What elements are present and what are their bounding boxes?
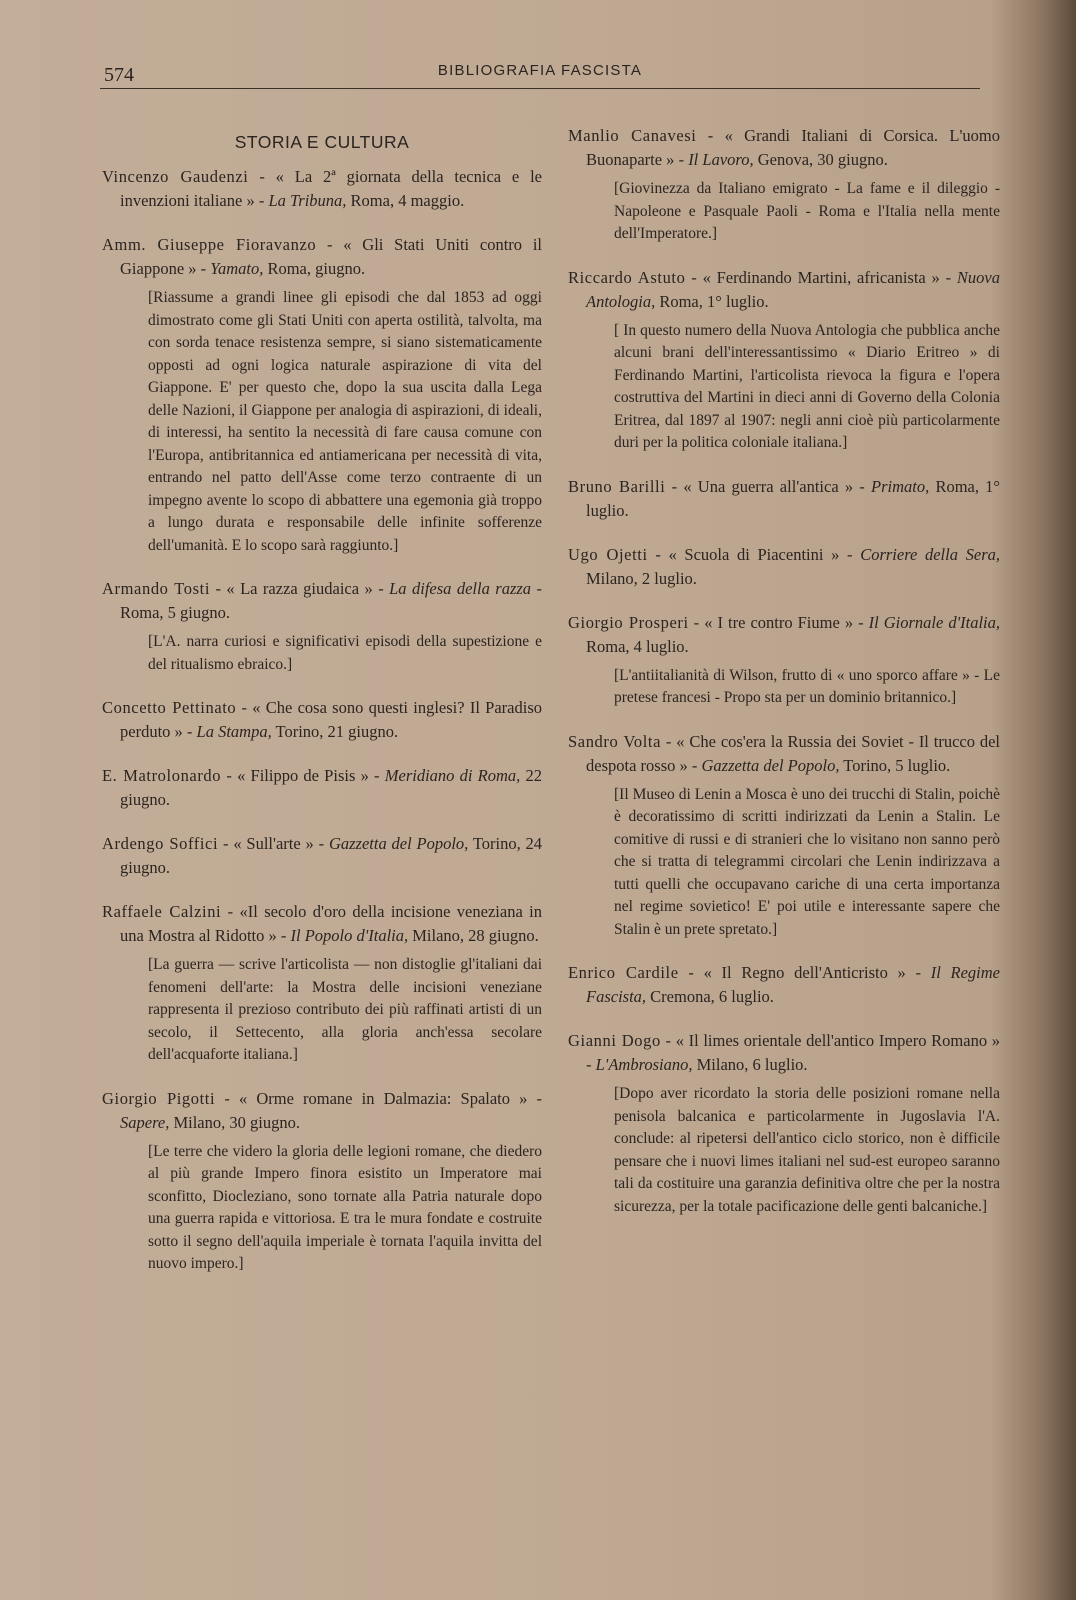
entry-title: « Il Regno dell'Anticristo » <box>703 963 906 982</box>
entry-title: « La 2ª giornata della tecnica e le invenzioni italiane » <box>120 167 542 210</box>
entry-details: Roma, 1° luglio. <box>586 476 1001 520</box>
right-column <box>568 124 1000 1238</box>
entry-citation: Gianni Dogo - « Il limes orientale dell'antico Impero Romano » - L'Ambrosiano, Milano, 6 luglio. <box>568 1031 1000 1074</box>
entry-details: Roma, giugno. <box>267 259 366 278</box>
running-title: BIBLIOGRAFIA FASCISTA <box>437 62 643 79</box>
entry-details: Milano, 30 giugno. <box>173 1112 300 1132</box>
entry-publication: Sapere, <box>120 1112 170 1132</box>
entry-note: [Le terre che videro la gloria delle legioni romane, che diedero al più grande Impero finora esistito un Imperatore mai sconfitto, Diocleziano, sono tornate alla Patria naturale dopo una guerra rapida e vittoriosa. E tra le mura fondate e costruite sotto il segno dell'aquila imperiale è tornata l'aquila invitta del nuovo impero.] <box>148 1142 542 1272</box>
entry-title: « Ferdinando Martini, africanista » <box>702 267 940 287</box>
entry-note: [Riassume a grandi linee gli episodi che dal 1853 ad oggi dimostrato come gli Stati Uniti con aperta ostilità, talvolta, ma con sorda tenace resistenza sempre, si siano sistematicamente opposti ad ogni logica naturale aspirazione di vita del Giappone. E' per questo che, dopo la sua uscita dalla Lega delle Nazioni, il Giappone per analogia di aspirazioni, di ideali, di interessi, ha sentito la necessità di fare causa comune con l'Europa, antibritannica ed antiamericana per necessità di vita, entrando nel patto dell'Asse come terzo contraente di un impegno avente lo scopo di abbattere una egemonia già troppo a lungo durata e responsabile delle infinite sofferenze dell'umanità. E lo scopo sarà raggiunto.] <box>148 289 542 554</box>
entry-author: Gianni Dogo <box>568 1031 661 1050</box>
entry-author: Vincenzo Gaudenzi <box>102 167 249 186</box>
entry-author: Manlio Canavesi <box>568 126 697 145</box>
bibliography-entry <box>568 124 1000 246</box>
entry-citation: Enrico Cardile - « Il Regno dell'Anticristo » - Il Regime Fascista, Cremona, 6 luglio. <box>568 963 1000 1006</box>
entry-title: « Sull'arte » <box>233 834 314 853</box>
entry-publication: Il Popolo d'Italia, <box>290 926 409 945</box>
entry-author: E. Matrolonardo <box>102 766 222 785</box>
entry-publication: L'Ambrosiano, <box>595 1055 693 1074</box>
entry-citation: Manlio Canavesi - « Grandi Italiani di Corsica. L'uomo Buonaparte » - Il Lavoro, Genova, 30 giugno. <box>568 126 1000 169</box>
entry-author: Enrico Cardile <box>568 963 679 982</box>
entry-note: [ In questo numero della Nuova Antologia che pubblica anche alcuni brani dell'interessantissimo « Diario Eritreo » di Ferdinando Martini, l'articolista rievoca la figura e l'opera costruttiva del Martini in dieci anni di Governo della Colonia Eritrea, dal 1897 al 1907: negli anni cioè più particolarmente duri per la politica coloniale italiana.] <box>614 321 1000 451</box>
entry-author: Ugo Ojetti <box>568 544 648 564</box>
entry-note: [L'antiitalianità di Wilson, frutto di « uno sporco affare » - Le pretese francesi - Propo sta per un dominio britannico.] <box>614 666 1000 706</box>
entry-publication: Gazzetta del Popolo, <box>328 834 469 853</box>
bibliography-entry <box>102 233 542 557</box>
bibliography-entry <box>102 577 542 676</box>
bibliography-entry <box>568 266 1000 455</box>
entry-publication: Il Regime Fascista, <box>586 963 1000 1006</box>
entry-citation: Sandro Volta - « Che cos'era la Russia dei Soviet - Il trucco del despota rosso » - Gazzetta del Popolo, Torino, 5 luglio. <box>568 731 1000 775</box>
entry-publication: Corriere della Sera, <box>860 544 1001 564</box>
entry-citation: Bruno Barilli - « Una guerra all'antica » - Primato, Roma, 1° luglio. <box>568 476 1001 520</box>
entry-details: Roma, 4 maggio. <box>350 191 465 210</box>
entry-details: Milano, 2 luglio. <box>586 568 697 588</box>
entry-details: Cremona, 6 luglio. <box>650 987 774 1006</box>
bibliography-entry <box>102 696 542 744</box>
entry-citation: E. Matrolonardo - « Filippo de Pisis » - Meridiano di Roma, 22 giugno. <box>102 766 543 809</box>
entry-author: Ardengo Soffici <box>102 834 219 853</box>
entry-author: Giorgio Pigotti <box>102 1088 216 1108</box>
entry-publication: La difesa della razza <box>389 579 532 598</box>
entry-title: « Orme romane in Dalmazia: Spalato » <box>238 1088 528 1108</box>
bibliography-entry <box>568 730 1000 942</box>
entry-author: Bruno Barilli <box>568 476 666 496</box>
entry-author: Giorgio Prosperi <box>568 612 689 632</box>
bibliography-entry <box>568 611 1000 710</box>
entry-citation: Amm. Giuseppe Fioravanzo - « Gli Stati Uniti contro il Giappone » - Yamato, Roma, giugno. <box>102 235 543 278</box>
entry-author: Riccardo Astuto <box>568 267 686 287</box>
entry-note: [Giovinezza da Italiano emigrato - La fame e il dileggio - Napoleone e Pasquale Paoli - Roma e l'Italia nella mente dell'Imperatore.] <box>614 180 1000 242</box>
entry-author: Armando Tosti <box>102 579 211 598</box>
entry-publication: Gazzetta del Popolo, <box>701 755 840 775</box>
entry-details: Torino, 21 giugno. <box>275 722 399 741</box>
entry-details: Torino, 5 luglio. <box>843 755 951 775</box>
entry-details: 22 giugno. <box>120 766 543 809</box>
entry-note: [La guerra — scrive l'articolista — non distoglie gl'italiani dai fenomeni dell'arte: la Mostra delle incisioni veneziane rappresenta il prezioso contributo dei più raffinati artisti di un secolo, il Settecento, alla gloria anch'essa secolare dell'acquaforte italiana.] <box>148 956 542 1063</box>
entry-citation: Raffaele Calzini - «Il secolo d'oro della incisione veneziana in una Mostra al Ridotto » - Il Popolo d'Italia, Milano, 28 giugno. <box>102 902 542 945</box>
entry-citation: Ardengo Soffici - « Sull'arte » - Gazzetta del Popolo, Torino, 24 giugno. <box>102 834 543 877</box>
entry-publication: Nuova Antologia, <box>586 267 1000 311</box>
entry-note: [L'A. narra curiosi e significativi episodi della supestizione e del ritualismo ebraico.] <box>148 633 542 673</box>
entry-citation: Giorgio Pigotti - « Orme romane in Dalmazia: Spalato » - Sapere, Milano, 30 giugno. <box>102 1088 543 1132</box>
entry-details: Torino, 24 giugno. <box>120 834 543 877</box>
entry-title: « Filippo de Pisis » <box>237 766 369 785</box>
entry-author: Sandro Volta <box>568 731 662 751</box>
entry-title: « Una guerra all'antica » <box>683 476 854 496</box>
entry-publication: Meridiano di Roma, <box>384 766 521 785</box>
bibliography-entry <box>568 961 1000 1009</box>
entry-details: Roma, 1° luglio. <box>659 291 769 311</box>
entry-citation: Vincenzo Gaudenzi - « La 2ª giornata della tecnica e le invenzioni italiane » - La Tribuna, Roma, 4 maggio. <box>102 167 542 210</box>
left-column <box>102 124 542 1296</box>
bibliography-entry <box>568 1029 1000 1218</box>
entry-title: « Grandi Italiani di Corsica. L'uomo Buonaparte » <box>586 126 1000 169</box>
page-number: 574 <box>104 64 134 86</box>
entry-note: [Dopo aver ricordato la storia delle posizioni romane nella penisola balcanica e particolarmente in Jugoslavia l'A. conclude: al ripetersi dell'antico ciclo storico, non è difficile pensare che i nuovi limes italiani nel sud-est europeo saranno tali da costituire una garanzia definitiva oltre che per la nostra sicurezza, per la totale pacificazione delle genti balcaniche.] <box>614 1085 1000 1215</box>
entry-title: « I tre contro Fiume » <box>704 612 854 632</box>
entry-details: Milano, 6 luglio. <box>696 1055 808 1074</box>
entry-details: Milano, 28 giugno. <box>412 926 539 945</box>
entry-title: « Gli Stati Uniti contro il Giappone » <box>120 235 543 278</box>
bibliography-entry <box>102 900 542 1067</box>
entry-citation: Concetto Pettinato - « Che cosa sono questi inglesi? Il Paradiso perduto » - La Stampa, Torino, 21 giugno. <box>102 698 542 741</box>
bibliography-entry <box>568 543 1000 591</box>
bibliography-entry <box>568 475 1000 523</box>
entry-title: «Il secolo d'oro della incisione veneziana in una Mostra al Ridotto » <box>120 902 542 945</box>
entry-details: Genova, 30 giugno. <box>757 150 888 169</box>
entry-title: « Il limes orientale dell'antico Impero Romano » <box>675 1031 1000 1050</box>
page-header <box>100 58 980 89</box>
entry-publication: La Stampa, <box>196 722 272 741</box>
entry-citation: Giorgio Prosperi - « I tre contro Fiume » - Il Giornale d'Italia, Roma, 4 luglio. <box>568 612 1001 656</box>
bibliography-entry <box>102 832 542 880</box>
entry-details: - Roma, 5 giugno. <box>120 579 542 622</box>
entry-title: « Che cosa sono questi inglesi? Il Paradiso perduto » <box>120 698 542 741</box>
entry-publication: Primato, <box>871 476 930 496</box>
entry-publication: Yamato, <box>210 259 264 278</box>
entry-title: « La razza giudaica » <box>226 579 373 598</box>
entry-note: [Il Museo di Lenin a Mosca è uno dei trucchi di Stalin, poichè è decoratissimo di scritti indirizzati da Lenin a Stalin. Le comitive di russi e di stranieri che lo visitano non sanno però che si tratta di telegrammi circolari che Lenin indirizzava a tutti quelli che occupavano cariche di una certa importanza nel regime sovietico! E' poi utile e interessante sapere che Stalin è un prete spretato.] <box>614 785 1000 938</box>
entry-citation: Riccardo Astuto - « Ferdinando Martini, africanista » - Nuova Antologia, Roma, 1° luglio. <box>568 267 1000 311</box>
entry-author: Amm. Giuseppe Fioravanzo <box>102 235 317 254</box>
entry-author: Raffaele Calzini <box>102 902 222 921</box>
entry-title: « Che cos'era la Russia dei Soviet - Il trucco del despota rosso » <box>586 731 1000 775</box>
bibliography-entry <box>102 165 542 213</box>
entry-citation: Armando Tosti - « La razza giudaica » - La difesa della razza - Roma, 5 giugno. <box>102 579 542 622</box>
entry-publication: La Tribuna, <box>268 191 347 210</box>
entry-author: Concetto Pettinato <box>102 698 237 717</box>
entry-title: « Scuola di Piacentini » <box>668 544 840 564</box>
entry-publication: Il Lavoro, <box>688 150 754 169</box>
right-entry-list <box>568 124 1000 1218</box>
bibliography-entry <box>102 764 542 812</box>
entry-citation: Ugo Ojetti - « Scuola di Piacentini » - Corriere della Sera, Milano, 2 luglio. <box>568 544 1001 588</box>
bibliography-entry <box>102 1087 542 1276</box>
entry-publication: Il Giornale d'Italia, <box>868 612 1001 632</box>
section-title: STORIA E CULTURA <box>234 132 410 152</box>
entry-details: Roma, 4 luglio. <box>586 636 689 656</box>
left-entry-list <box>102 165 542 1276</box>
